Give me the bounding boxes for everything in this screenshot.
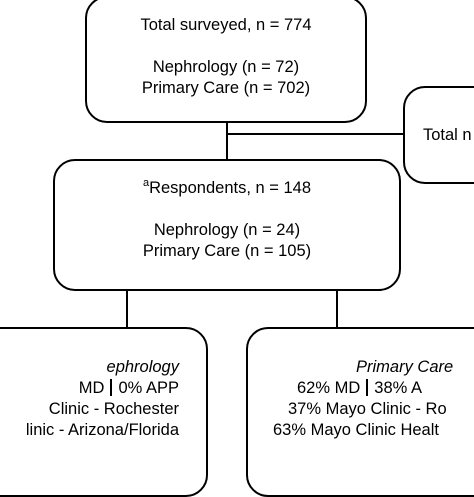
connector-total-to-respondents	[226, 122, 228, 160]
primary-care-role-split	[273, 378, 422, 399]
connector-respondents-to-nephrology	[126, 290, 128, 328]
total-primary-care-count: Primary Care (n = 702)	[141, 79, 311, 97]
nonrespondents-box	[403, 86, 474, 184]
primary-care-heading: Primary Care	[356, 358, 454, 376]
nephrology-site-1: Clinic - Rochester	[48, 400, 179, 418]
respondents-nephrology-count: Nephrology (n = 24)	[153, 221, 301, 239]
nonrespondents-title: Total n	[423, 125, 472, 144]
primary-care-site-2: 63% Mayo Clinic Healt	[273, 421, 439, 439]
connector-respondents-to-primary	[336, 290, 338, 328]
total-surveyed-box	[85, 0, 367, 123]
primary-care-site-1: 37% Mayo Clinic - Ro	[288, 400, 447, 418]
divider	[366, 379, 368, 396]
total-nephrology-count: Nephrology (n = 72)	[152, 58, 300, 76]
respondents-primary-care-count: Primary Care (n = 105)	[142, 242, 312, 260]
total-surveyed-title: Total surveyed, n = 774	[140, 16, 312, 34]
primary-care-box	[246, 327, 474, 497]
nephrology-site-2: linic - Arizona/Florida	[25, 421, 179, 439]
nephrology-md: MD	[78, 379, 105, 397]
respondents-box	[53, 159, 401, 291]
respondents-title	[143, 178, 311, 199]
primary-care-app: 38% A	[374, 379, 422, 397]
nephrology-role-split	[79, 378, 179, 399]
nephrology-box	[0, 327, 208, 497]
nephrology-app: 0% APP	[118, 379, 179, 397]
connector-to-nonrespondents	[226, 133, 404, 135]
respondents-footnote-mark: a	[142, 176, 150, 189]
primary-care-md: 62% MD	[297, 379, 361, 397]
nephrology-heading: ephrology	[106, 358, 179, 376]
divider	[110, 379, 112, 396]
respondents-title-text: Respondents, n = 148	[149, 179, 312, 197]
